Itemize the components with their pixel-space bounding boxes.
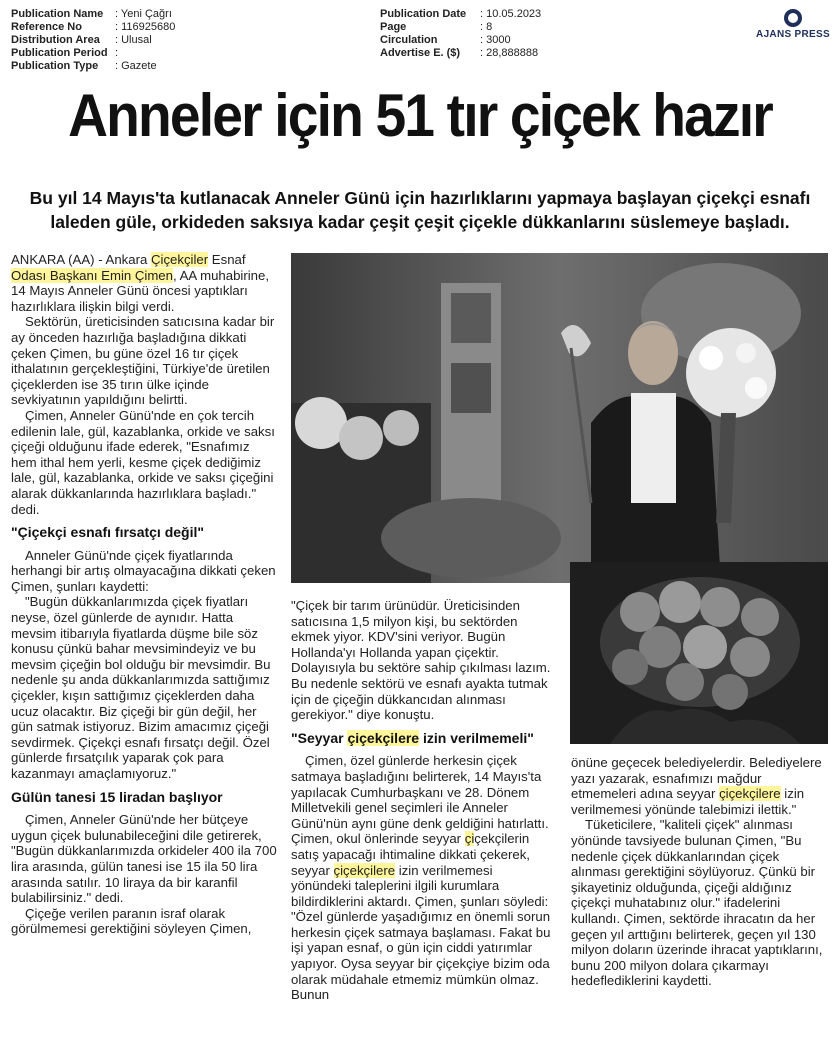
meta-row — [11, 21, 175, 34]
paragraph: Çimen, Anneler Günü'nde en çok tercih edilenin lale, gül, kazablanka, orkide ve saksı çiçeği olduğunu ifade ederek, "Esnafımız hem ithal hem yerli, kesme çiçek dediğimiz lale, gül, kazablanka, orkide ve saksı çiçeğini alarak dükkanlarında hazırlıklara başladı." dedi. — [11, 407, 275, 517]
paragraph — [571, 755, 829, 817]
text-run: ANKARA (AA) - Ankara — [11, 252, 151, 267]
roses-photo-illustration — [570, 562, 828, 744]
roses-photo — [570, 562, 828, 744]
meta-key: Publication Period — [11, 47, 108, 59]
highlighted-text: çi — [464, 831, 475, 847]
article-column-3 — [571, 755, 829, 989]
logo-mark-icon — [784, 9, 802, 27]
text-run: izin verilmemesi yönündeki taleplerini ilgili kurumlara bildirdiklerini aktardı. Çimen, şunları söyledi: "Özel günlerde yaşadığımız en önemli sorun herkesin çiçek satmaya başlaması. Fakat bu işi yapan esnaf, o gün için ciddi yatırımlar yapıyor. Oysa seyyar bir çiçekçiye bizim oda olarak müdahale etmemiz mümkün olmaz. Bunun — [291, 862, 551, 1003]
meta-value: : 28,888888 — [480, 47, 539, 59]
text-run: çekçilerin satış yapacağı ihtimaline dikkati çekerek, seyyar — [291, 831, 530, 878]
meta-key: Publication Date — [380, 8, 467, 20]
meta-row — [380, 34, 541, 47]
highlighted-text: çiçekçilere — [719, 786, 781, 802]
text-run: Esnaf — [208, 252, 246, 267]
meta-row — [11, 34, 175, 47]
meta-value: : Yeni Çağrı — [115, 8, 172, 20]
text-run: önüne geçecek belediyelerdir. Belediyelere yazı yazarak, esnafımızı mağdur etmemeleri adına seyyar — [571, 755, 822, 802]
paragraph: "Çiçek bir tarım ürünüdür. Üreticisinden satıcısına 1,5 milyon kişi, bu sektörden ekmek yiyor. KDV'sini veriyor. Bugün Hollanda'yı Hollanda yapan çiçektir. Dolayısıyla bu sektöre sahip çıkılması lazım. Bu nedenle sektörü ve esnafı ayakta tutmak için de çiçeğin dükkancıdan alınması gerekiyor." diye konuştu. — [291, 598, 551, 723]
article-headline: Anneler için 51 tır çiçek hazır — [68, 82, 772, 149]
meta-key: Advertise E. ($) — [380, 47, 461, 59]
meta-row — [11, 47, 175, 60]
text-run: Çimen, özel günlerde herkesin çiçek satmaya başladığını belirterek, 14 Mayıs'ta yapılacak Cumhurbaşkanı ve 28. Dönem Milletvekili genel seçimleri ile Anneler Günü'nün aynı güne denk geldiğini hatırlattı. Çimen, okul önlerinde seyyar — [291, 753, 549, 847]
article-subhead: Bu yıl 14 Mayıs'ta kutlanacak Anneler Günü için hazırlıklarını yapmaya başlayan çiçekçi esnafı laleden güle, orkideden saksıya kadar çeşit çeşit çiçekle dükkanlarını süslemeye başladı. — [29, 188, 811, 232]
meta-value: : 10.05.2023 — [480, 8, 542, 20]
ajans-press-logo — [751, 9, 835, 40]
meta-row — [380, 8, 541, 21]
publication-meta-right — [380, 8, 541, 60]
text-run: , AA muhabirine, 14 Mayıs Anneler Günü öncesi yaptıkları hazırlıklara ilişkin bilgi verdi. — [11, 267, 270, 314]
article-column-1 — [11, 252, 277, 937]
paragraph: Sektörün, üreticisinden satıcısına kadar bir ay önceden hazırlığa başladığına dikkati çeken Çimen, bu güne özel 16 tır çiçek ithalatının gerçekleştiğini, Türkiye'de üretilen çiçeklerden ise 35 tırın ülke içinde sevkiyatının yapıldığını belirtti. — [11, 314, 275, 408]
highlighted-text: çiçekçilere — [333, 862, 396, 878]
text-run: izin verilmemeli" — [419, 729, 534, 746]
meta-row — [380, 21, 541, 34]
meta-key: Page — [380, 21, 407, 33]
meta-row — [11, 60, 175, 73]
meta-key: Publication Name — [11, 8, 104, 20]
logo-text: AJANS PRESS — [756, 29, 830, 40]
florist-photo — [291, 253, 828, 583]
highlighted-text: Çiçekçiler — [150, 252, 209, 267]
section-heading — [291, 731, 556, 747]
article-column-2 — [291, 598, 556, 1003]
paragraph: Tüketicilere, "kaliteli çiçek" alınması yönünde tavsiyede bulunan Çimen, "Bu nedenle çiçek dükkanlarından çiçek alınması gerektiğini söylüyoruz. Çünkü bir şikayetiniz olduğunda, çiçeği aldığınız çiçekçi muhatabınız olur." ifadelerini kullandı. Çimen, sektörde ihracatın da her geçen yıl arttığını belirterek, geçen yıl 130 milyon doların üzerinde ihracat yaptıklarını, bunu 200 milyon dolara çıkarmayı hedeflediklerini kaydetti. — [571, 817, 823, 989]
paragraph: Çimen, Anneler Günü'nde her bütçeye uygun çiçek bulunabileceğini dile getirerek, "Bugün dükkanlarımızda orkideler 400 ila 700 lira arasında, gülün tanesi ise 15 ila 50 lira arasında satılır. 10 liraya da bir karanfil bulabilirsiniz." dedi. — [11, 812, 277, 906]
paragraph: "Bugün dükkanlarımızda çiçek fiyatları neyse, özel günlerde de aynıdır. Hatta mevsim itibarıyla fiyatlarda düşme bile söz konusu çünkü bahar mevsimindeyiz ve bu mevsim çiçeğin bol olduğu bir mevsimdir. Bu nedenle şu anda dükkanlarımızda sattığımız çiçekler, kışın sattığımız çiçeklerden daha ucuz olacaktır. Biz çiçeği bir gün değil, her gün satmak istiyoruz. Bizim amacımız çiçeği sevdirmek. Çiçekçi esnafı fırsatçı değil. Özel günlerde fırsatçılık yaparak çok para kazanmayı amaçlamıyoruz." — [11, 594, 271, 781]
meta-row — [11, 8, 175, 21]
text-run: izin verilmemesi yönünde talebimizi ilettik." — [571, 786, 805, 817]
highlighted-text: çiçekçilere — [347, 729, 420, 746]
paragraph: Çiçeğe verilen paranın israf olarak görülmemesi gerektiğini söyleyen Çimen, — [11, 905, 252, 937]
highlighted-text: Odası Başkanı Emin Çimen — [11, 267, 173, 283]
section-heading: Gülün tanesi 15 liradan başlıyor — [11, 788, 223, 805]
meta-key: Publication Type — [11, 60, 99, 72]
section-heading: "Çiçekçi esnafı fırsatçı değil" — [11, 524, 205, 541]
publication-meta-left — [11, 8, 175, 73]
meta-value: : 116925680 — [115, 21, 176, 33]
meta-value: : 8 — [480, 21, 493, 33]
meta-value: : Ulusal — [115, 34, 152, 46]
meta-key: Distribution Area — [11, 34, 100, 46]
meta-value: : 3000 — [480, 34, 511, 46]
meta-key: Reference No — [11, 21, 82, 33]
meta-key: Circulation — [380, 34, 438, 46]
florist-photo-illustration — [291, 253, 828, 583]
text-run: "Seyyar — [291, 729, 348, 746]
paragraph — [291, 753, 556, 1003]
paragraph: Anneler Günü'nde çiçek fiyatlarında herhangi bir artış olmayacağına dikkati çeken Çimen, şunları kaydetti: — [11, 547, 276, 594]
meta-value: : — [115, 47, 119, 59]
meta-value: : Gazete — [115, 60, 157, 72]
meta-row — [380, 47, 541, 60]
paragraph — [11, 252, 277, 314]
